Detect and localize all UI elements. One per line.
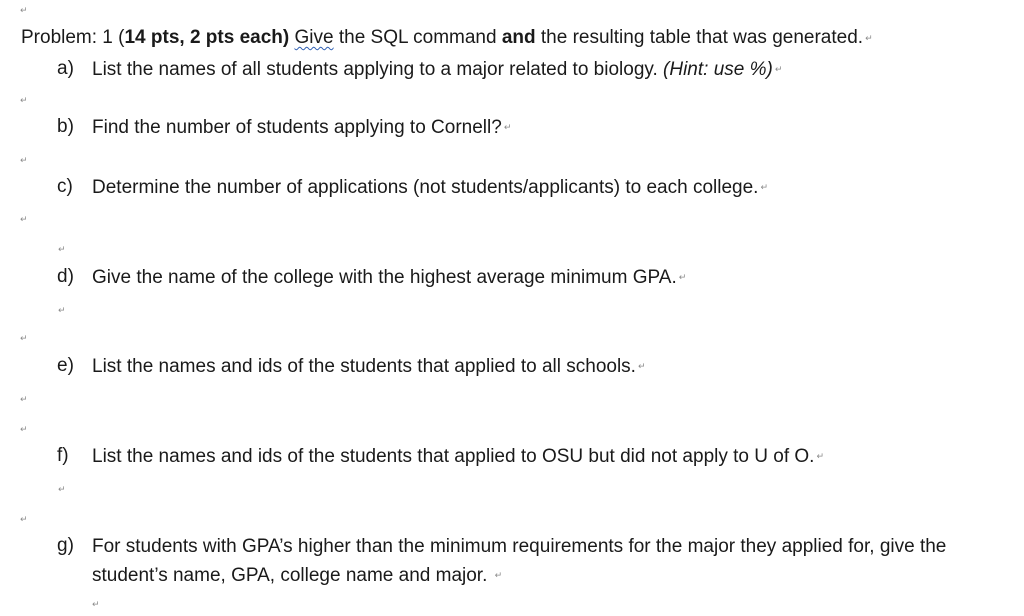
question-a <box>92 55 782 84</box>
paragraph-mark: ↵ <box>20 514 28 524</box>
problem-prefix: Problem: 1 ( <box>21 27 125 49</box>
paragraph-mark: ↵ <box>20 424 28 434</box>
problem-heading <box>21 26 873 50</box>
paragraph-mark: ↵ <box>20 394 28 404</box>
paragraph-mark: ↵ <box>678 272 687 283</box>
question-c-label: c) <box>57 176 73 197</box>
problem-rest: the resulting table that was generated. <box>535 27 864 49</box>
paragraph-mark: ↵ <box>58 305 66 315</box>
paragraph-mark: ↵ <box>58 484 66 494</box>
question-d-label: d) <box>57 266 74 287</box>
paragraph-mark: ↵ <box>20 95 28 105</box>
question-d <box>92 263 686 292</box>
spellcheck-give: Give <box>294 27 334 49</box>
paragraph-mark: ↵ <box>637 361 646 372</box>
paragraph-mark: ↵ <box>816 451 824 462</box>
question-f-text: List the names and ids of the students that applied to OSU but did not apply to U of O. <box>92 446 815 467</box>
question-g-label: g) <box>57 535 74 556</box>
paragraph-mark: ↵ <box>494 570 503 581</box>
paragraph-mark: ↵ <box>92 599 100 609</box>
paragraph-mark: ↵ <box>20 5 28 15</box>
question-a-label: a) <box>57 58 74 79</box>
paragraph-mark: ↵ <box>20 155 28 165</box>
problem-and: and <box>501 27 536 49</box>
paragraph-mark: ↵ <box>774 64 783 75</box>
question-b <box>92 113 511 142</box>
question-f <box>92 442 824 471</box>
question-g-text: For students with GPA’s higher than the minimum requirements for the major they applied for, give the student’s name, GPA, college name and major. <box>92 536 947 586</box>
question-e-text: List the names and ids of the students that applied to all schools. <box>92 356 636 377</box>
paragraph-mark: ↵ <box>503 122 512 133</box>
paragraph-mark: ↵ <box>58 244 66 254</box>
question-b-text: Find the number of students applying to Cornell? <box>92 117 502 138</box>
problem-middle: the SQL command <box>333 27 502 49</box>
question-a-hint: (Hint: use %) <box>663 59 773 80</box>
question-e <box>92 352 646 381</box>
problem-points: 14 pts, 2 pts each) <box>124 27 290 49</box>
question-c <box>92 173 768 202</box>
question-d-text: Give the name of the college with the highest average minimum GPA. <box>92 267 677 288</box>
question-c-text: Determine the number of applications (not students/applicants) to each college. <box>92 177 759 198</box>
question-e-label: e) <box>57 355 74 376</box>
question-a-text: List the names of all students applying to a major related to biology. <box>92 59 664 80</box>
question-f-label: f) <box>57 445 69 466</box>
paragraph-mark: ↵ <box>20 214 28 224</box>
question-g <box>92 532 972 590</box>
paragraph-mark: ↵ <box>760 182 768 193</box>
question-b-label: b) <box>57 116 74 137</box>
paragraph-mark: ↵ <box>20 333 28 343</box>
paragraph-mark: ↵ <box>865 33 873 43</box>
